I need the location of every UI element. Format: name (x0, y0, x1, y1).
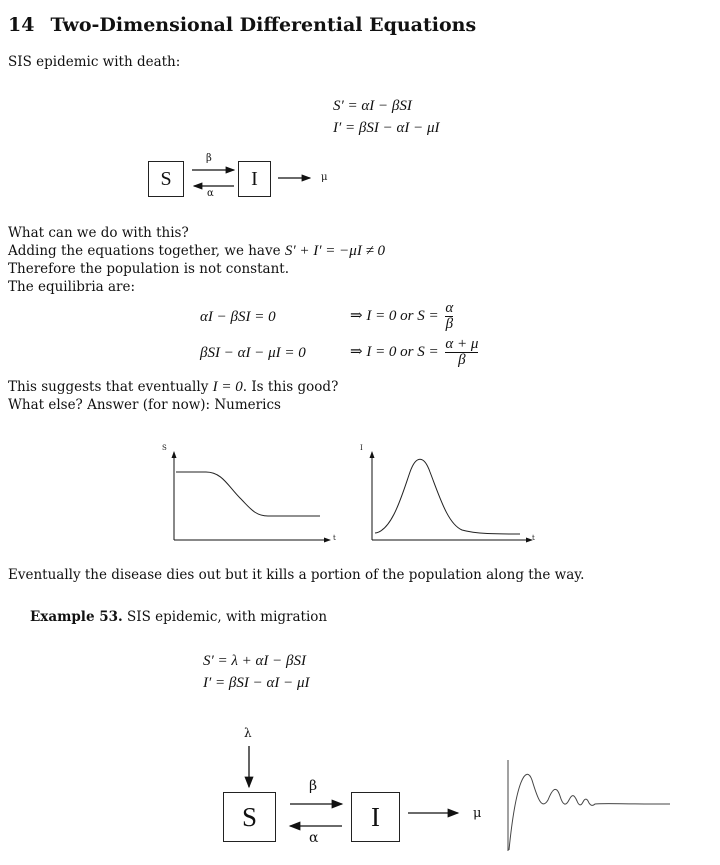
equilibrium-row1-numerator: α (445, 300, 454, 316)
diagram1-i-label: I (251, 167, 258, 190)
section-title: Two-Dimensional Differential Equations (50, 14, 477, 36)
intro-text: SIS epidemic with death: (8, 54, 181, 70)
example-label: Example 53. (30, 609, 123, 625)
diagram2-forward-rate: β (309, 778, 318, 794)
system2-eq2: I′ = βSI − αI − μI (203, 675, 310, 691)
discussion-line1: What can we do with this? (8, 225, 189, 241)
diagram1-death-rate: μ (321, 172, 328, 183)
left-plot-y-label: S (162, 444, 167, 452)
example-title: SIS epidemic, with migration (127, 609, 328, 625)
conclusion-line1-math: I = 0 (212, 379, 243, 395)
discussion-line4: The equilibria are: (8, 279, 136, 295)
section-number: 14 (8, 14, 35, 36)
diagram1-s-label: S (160, 167, 172, 190)
conclusion-line2: What else? Answer (for now): Numerics (8, 397, 281, 413)
right-plot-x-label: t (532, 534, 535, 542)
eventually-text: Eventually the disease dies out but it kills a portion of the population along the way. (8, 567, 585, 583)
equilibrium-row1-implication: ⇒ I = 0 or S = (350, 307, 439, 324)
discussion-line2-text: Adding the equations together, we have (8, 243, 285, 259)
equilibrium-row2-lhs: βSI − αI − μI = 0 (200, 345, 306, 361)
diagram2-inflow-rate: λ (244, 726, 252, 740)
diagram1-backward-rate: α (207, 188, 214, 199)
discussion-line3: Therefore the population is not constant. (8, 261, 289, 277)
system2-eq1: S′ = λ + αI − βSI (203, 653, 306, 669)
left-plot-x-label: t (333, 534, 336, 542)
diagram2-death-rate: μ (473, 806, 482, 821)
equilibrium-row1-lhs: αI − βSI = 0 (200, 309, 276, 325)
diagram2-i-label: I (371, 801, 380, 832)
right-plot-y-label: I (360, 444, 363, 452)
conclusion-line1-suffix: . Is this good? (242, 379, 339, 395)
diagram2-s-label: S (241, 801, 258, 832)
system1-eq1: S′ = αI − βSI (333, 98, 412, 114)
equilibrium-row1-denominator: β (445, 316, 454, 332)
discussion-line2-math: S′ + I′ = −μI ≠ 0 (284, 243, 386, 259)
equilibrium-row2-numerator: α + μ (445, 336, 479, 352)
migration-plot-curve (509, 774, 670, 850)
system1-eq2: I′ = βSI − αI − μI (333, 120, 440, 136)
equilibrium-row2-denominator: β (445, 352, 478, 368)
conclusion-line1-text: This suggests that eventually (8, 379, 213, 395)
diagram1-forward-rate: β (206, 153, 212, 164)
diagram2-backward-rate: α (309, 830, 319, 846)
equilibrium-row2-implication: ⇒ I = 0 or S = (350, 343, 439, 360)
